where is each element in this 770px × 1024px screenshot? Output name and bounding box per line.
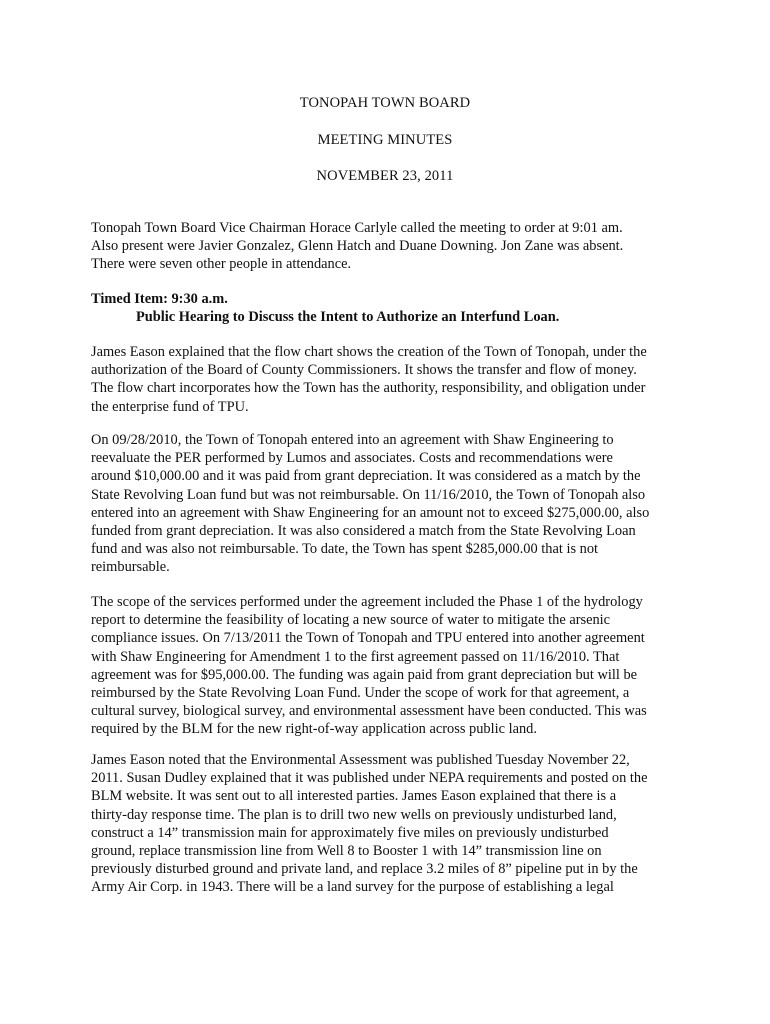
text-line: authorization of the Board of County Commissioners. It shows the transfer and flow of money. <box>91 362 637 379</box>
text-line: reimbursed by the State Revolving Loan Fund. Under the scope of work for that agreement, a <box>91 684 630 701</box>
timed-item-title: Public Hearing to Discuss the Intent to Authorize an Interfund Loan. <box>136 309 560 326</box>
text-line: funded from grant depreciation. It was also considered a match from the State Revolving Loan <box>91 522 636 539</box>
text-line: fund and was also not reimbursable. To date, the Town has spent $285,000.00 that is not <box>91 541 599 558</box>
text-line: State Revolving Loan fund but was not reimbursable. On 11/16/2010, the Town of Tonopah also <box>91 486 646 503</box>
text-line: Tonopah Town Board Vice Chairman Horace Carlyle called the meeting to order at 9:01 am. <box>91 220 623 236</box>
text-line: The flow chart incorporates how the Town has the authority, responsibility, and obligation under <box>91 380 646 397</box>
text-line: cultural survey, biological survey, and environmental assessment have been conducted. This was <box>91 703 647 720</box>
text-line: Also present were Javier Gonzalez, Glenn Hatch and Duane Downing. Jon Zane was absent. <box>91 238 624 255</box>
text-line: BLM website. It was sent out to all interested parties. James Eason explained that there is a <box>91 788 617 805</box>
text-line: There were seven other people in attendance. <box>91 256 352 273</box>
paragraph-scope-of-services <box>91 593 691 739</box>
timed-item-section <box>91 290 691 326</box>
text-line: compliance issues. On 7/13/2011 the Town of Tonopah and TPU entered into another agreement <box>91 630 645 647</box>
text-line: thirty-day response time. The plan is to drill two new wells on previously undisturbed land, <box>91 806 617 823</box>
text-line: On 09/28/2010, the Town of Tonopah entered into an agreement with Shaw Engineering to <box>91 432 614 448</box>
text-line: The scope of the services performed under the agreement included the Phase 1 of the hydrology <box>91 594 643 610</box>
text-line: construct a 14” transmission main for approximately five miles on previously undisturbed <box>91 824 609 841</box>
document-date: NOVEMBER 23, 2011 <box>316 168 454 184</box>
text-line: reevaluate the PER performed by Lumos and associates. Costs and recommendations were <box>91 450 613 467</box>
text-line: previously disturbed ground and private land, and replace 3.2 miles of 8” pipeline put in by the <box>91 861 638 878</box>
text-line: with Shaw Engineering for Amendment 1 to the first agreement passed on 11/16/2010. That <box>91 648 620 665</box>
paragraph-call-to-order <box>91 219 691 274</box>
paragraph-flow-chart <box>91 343 691 416</box>
document-subtitle: MEETING MINUTES <box>317 132 453 148</box>
text-line: agreement was for $95,000.00. The funding was again paid from grant depreciation but will be <box>91 666 638 683</box>
text-line: reimbursable. <box>91 559 170 576</box>
text-line: ground, replace transmission line from Well 8 to Booster 1 with 14” transmission line on <box>91 842 602 859</box>
document-title: TONOPAH TOWN BOARD <box>299 95 471 111</box>
text-line: entered into an agreement with Shaw Engineering for an amount not to exceed $275,000.00, also <box>91 504 650 521</box>
text-line: the enterprise fund of TPU. <box>91 398 249 415</box>
text-line: required by the BLM for the new right-of-way application across public land. <box>91 721 537 738</box>
text-line: report to determine the feasibility of locating a new source of water to mitigate the arsenic <box>91 612 611 629</box>
text-line: Army Air Corp. in 1943. There will be a land survey for the purpose of establishing a legal <box>91 879 614 896</box>
text-line: 2011. Susan Dudley explained that it was published under NEPA requirements and posted on the <box>91 770 648 787</box>
text-line: James Eason noted that the Environmental Assessment was published Tuesday November 22, <box>91 752 630 768</box>
paragraph-shaw-agreements <box>91 431 691 577</box>
timed-item-label: Timed Item: 9:30 a.m. <box>91 291 228 307</box>
text-line: around $10,000.00 and it was paid from grant depreciation. It was considered as a match by the <box>91 468 641 485</box>
text-line: James Eason explained that the flow chart shows the creation of the Town of Tonopah, under the <box>91 344 647 360</box>
paragraph-environmental-assessment <box>91 751 691 897</box>
